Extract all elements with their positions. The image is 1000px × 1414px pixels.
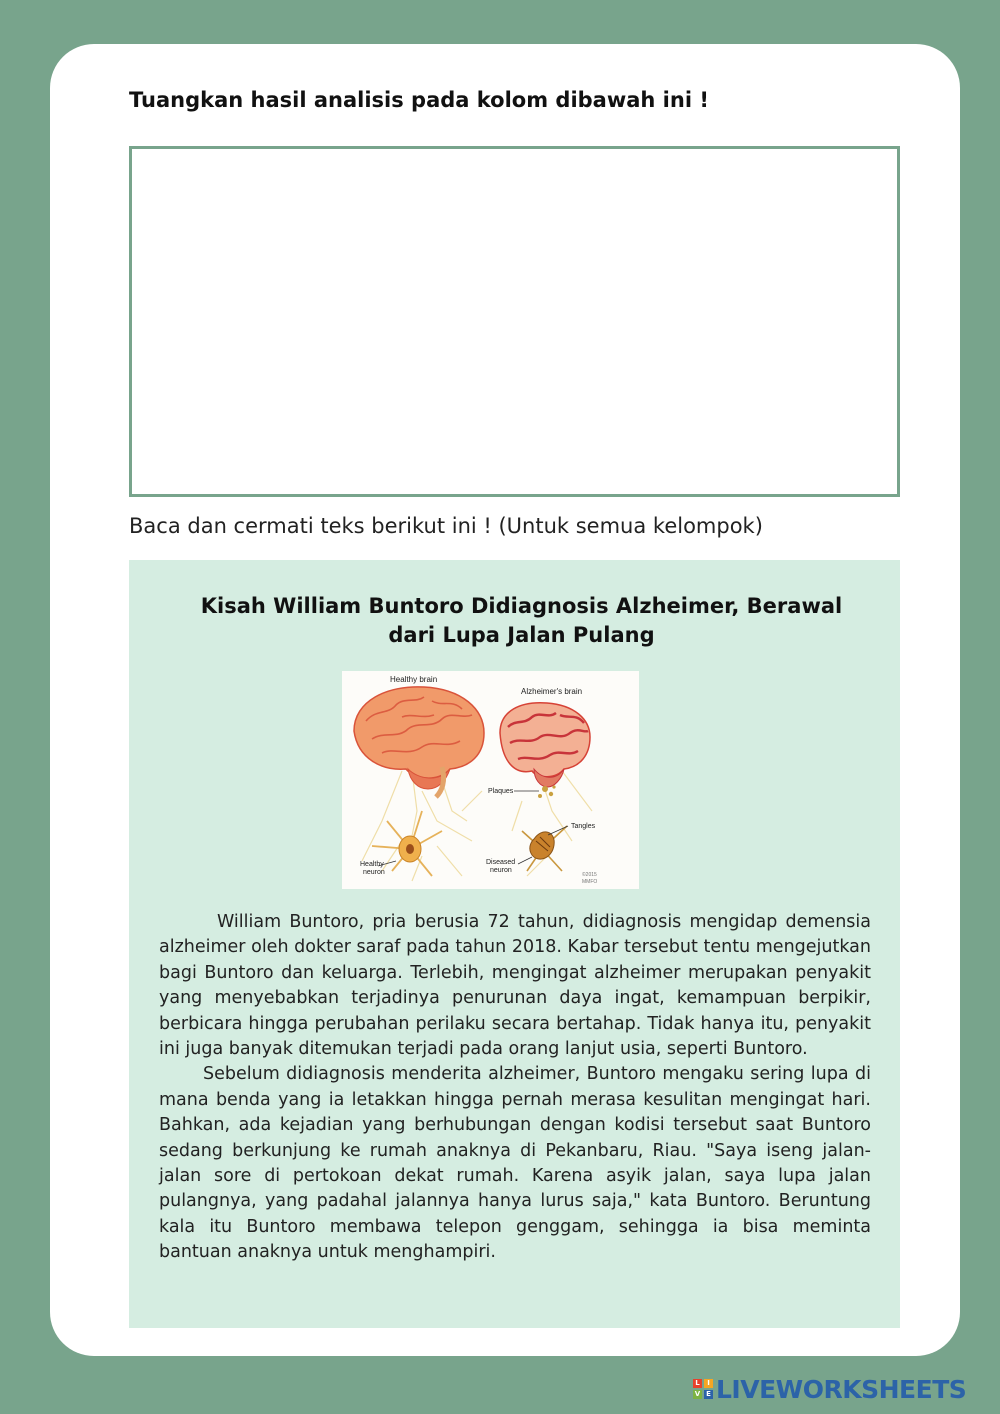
label-diseased-neuron-line-2: neuron — [490, 867, 512, 874]
label-tangles: Tangles — [571, 823, 596, 830]
article-title — [129, 592, 914, 650]
analysis-answer-box[interactable] — [129, 146, 900, 497]
analysis-instruction: Tuangkan hasil analisis pada kolom dibawah ini ! — [129, 88, 709, 112]
label-healthy-neuron-line-2: neuron — [363, 869, 385, 876]
reading-panel — [129, 560, 900, 1328]
logo-letter-l: L — [693, 1379, 702, 1388]
logo-letter-v: V — [694, 1390, 701, 1398]
article-title-line-2: dari Lupa Jalan Pulang — [388, 623, 655, 647]
logo-letter-e: E — [704, 1390, 713, 1399]
label-diseased-neuron-line-1: Diseased — [486, 859, 516, 866]
reading-instruction: Baca dan cermati teks berikut ini ! (Untuk semua kelompok) — [129, 514, 763, 538]
brain-comparison-figure — [342, 671, 639, 889]
label-plaques: Plaques — [488, 788, 514, 795]
logo-letter-i: I — [704, 1379, 713, 1388]
label-copyright-line-1: ©2015 — [582, 872, 597, 878]
label-healthy-neuron-line-1: Healthy — [360, 861, 384, 868]
liveworksheets-logo-icon — [693, 1379, 713, 1399]
liveworksheets-brand[interactable] — [693, 1376, 966, 1402]
article-body — [159, 910, 871, 1266]
article-paragraph-1: William Buntoro, pria berusia 72 tahun, didiagnosis mengidap demensia alzheimer oleh dokter saraf pada tahun 2018. Kabar tersebut tentu mengejutkan bagi Buntoro dan keluarga. Terlebih, mengingat alzheimer merupakan penyakit yang menyebabkan terjadinya penurunan daya ingat, kemampuan berpikir, berbicara hingga perubahan perilaku secara bertahap. Tidak hanya itu, penyakit ini juga banyak ditemukan terjadi pada orang lanjut usia, seperti Buntoro. — [159, 912, 871, 1060]
article-title-line-1: Kisah William Buntoro Didiagnosis Alzheimer, Berawal — [200, 594, 843, 618]
label-alzheimers-brain: Alzheimer's brain — [521, 687, 583, 696]
liveworksheets-wordmark: LIVEWORKSHEETS — [716, 1374, 967, 1404]
article-paragraph-2: Sebelum didiagnosis menderita alzheimer, Buntoro mengaku sering lupa di mana benda yang ia letakkan hingga pernah merasa kesulitan mengingat hari. Bahkan, ada kejadian yang berhubungan dengan kodisi tersebut saat Buntoro sedang berkunjung ke rumah anaknya di Pekanbaru, Riau. "Saya iseng jalan-jalan sore di pertokoan dekat rumah. Karena asyik jalan, saya lupa jalan pulangnya, yang padahal jalannya hanya lurus saja," kata Buntoro. Beruntung kala itu Buntoro membawa telepon genggam, sehingga ia bisa meminta bantuan anaknya untuk menghampiri. — [159, 1064, 871, 1263]
label-copyright-line-2: MMFO — [582, 879, 598, 885]
label-healthy-brain: Healthy brain — [390, 675, 438, 684]
brain-illustration — [342, 671, 639, 889]
